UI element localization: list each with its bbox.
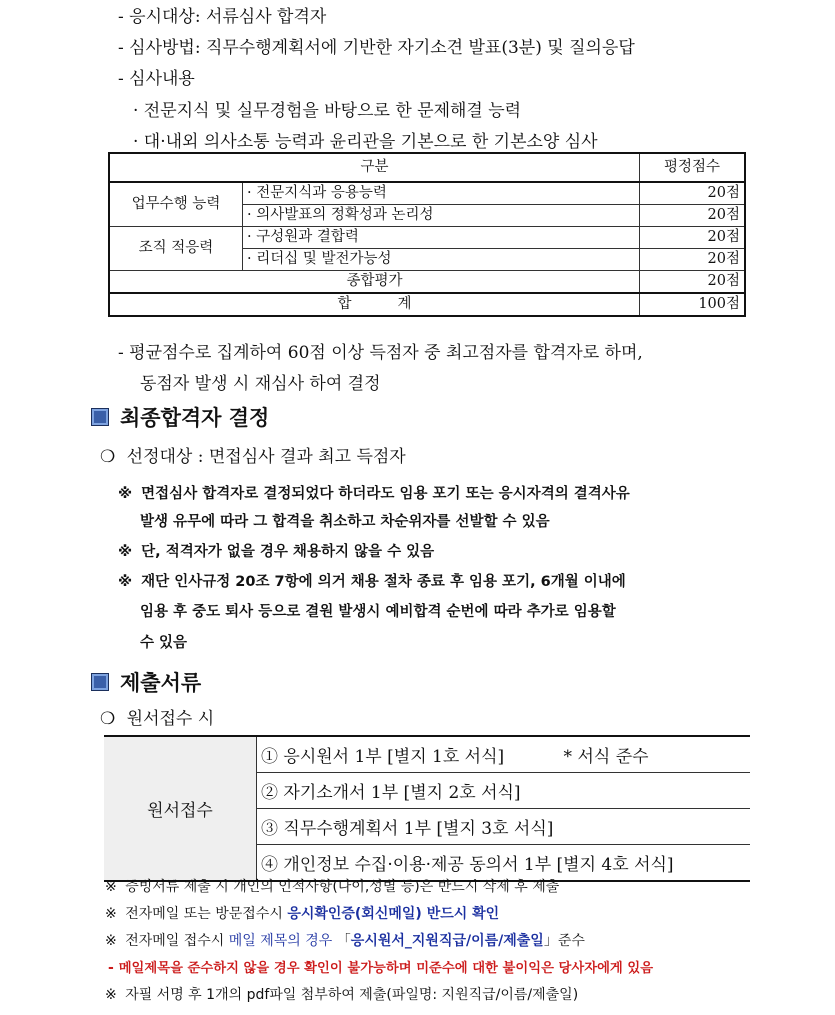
footer-note-5-text: 자필 서명 후 1개의 pdf파일 첨부하여 제출(파일명: 지원직급/이름/제출일)	[125, 987, 579, 1003]
reference-mark-icon: ※	[118, 574, 133, 590]
docs-section-title: 제출서류	[120, 671, 202, 695]
eval-overall-label: 종합평가	[109, 271, 640, 294]
eval-group-1: 업무수행 능력	[109, 182, 243, 227]
docs-bullet-text: 원서접수 시	[126, 709, 215, 729]
screening-sub2: · 대·내외 의사소통 능력과 윤리관을 기본으로 한 기본소양 심사	[133, 132, 598, 152]
documents-table	[104, 735, 750, 882]
docs-item	[257, 736, 751, 773]
screening-sub1: · 전문지식 및 실무경험을 바탕으로 한 문제해결 능력	[133, 101, 522, 121]
docs-bullet	[100, 704, 214, 729]
circle-bullet-icon: ❍	[100, 709, 116, 729]
eval-score: 20점	[640, 249, 746, 271]
footer-note-2-highlight: 응시확인증(회신메일) 반드시 확인	[287, 906, 500, 922]
docs-item1-note: * 서식 준수	[563, 747, 649, 767]
reference-mark-icon: ※	[105, 987, 117, 1003]
screening-content: - 심사내용	[118, 69, 195, 89]
footer-note-3	[105, 930, 585, 950]
screening-method: - 심사방법: 직무수행계획서에 기반한 자기소견 발표(3분) 및 질의응답	[118, 38, 635, 58]
final-note-3a-text: 재단 인사규정 20조 7항에 의거 채용 절차 종료 후 임용 포기, 6개월 이내에	[141, 574, 626, 590]
reference-mark-icon: ※	[105, 879, 117, 895]
final-note-2	[118, 540, 434, 561]
eval-header-score: 평정점수	[640, 153, 746, 182]
circle-bullet-icon: ❍	[100, 447, 116, 467]
eval-total-score: 100점	[640, 293, 746, 316]
footer-note-3-text: 전자메일 접수시	[125, 933, 229, 949]
eval-item: · 전문지식과 응용능력	[243, 182, 640, 205]
final-note-1a	[118, 482, 630, 503]
footer-note-1	[105, 876, 559, 896]
footer-note-1-text: 증빙서류 제출 시 개인의 인적사항(나이,성별 등)은 반드시 삭제 후 제출	[125, 879, 560, 895]
docs-item-text: ① 응시원서 1부 [별지 1호 서식]	[261, 747, 505, 767]
footer-note-3-highlight: 응시원서_지원직급/이름/제출일	[350, 933, 544, 949]
reference-mark-icon: ※	[105, 906, 117, 922]
footer-note-3-open: 「	[332, 933, 351, 949]
docs-item: ④ 개인정보 수집·이용·제공 동의서 1부 [별지 4호 서식]	[261, 855, 674, 875]
docs-item: ③ 직무수행계획서 1부 [별지 3호 서식]	[257, 809, 751, 845]
eval-score: 20점	[640, 182, 746, 205]
reference-mark-icon: ※	[105, 933, 117, 949]
eval-item: · 의사발표의 정확성과 논리성	[243, 205, 640, 227]
eval-total-label: 합 계	[109, 293, 640, 316]
docs-item: ② 자기소개서 1부 [별지 2호 서식]	[257, 773, 751, 809]
final-section-title: 최종합격자 결정	[120, 406, 270, 430]
eval-item: · 리더십 및 발전가능성	[243, 249, 640, 271]
final-note-3a	[118, 570, 626, 591]
average-note-1: - 평균점수로 집계하여 60점 이상 득점자 중 최고점자를 합격자로 하며,	[118, 343, 643, 363]
eval-group-2: 조직 적응력	[109, 227, 243, 271]
section-square-icon	[91, 408, 109, 426]
docs-label: 원서접수	[104, 736, 257, 881]
footer-note-2	[105, 903, 499, 923]
footer-note-3-close: 」준수	[543, 933, 585, 949]
footer-note-4-warning: 메일제목을 준수하지 않을 경우 확인이 불가능하며 미준수에 대한 불이익은 당사자에게 있음	[118, 961, 654, 976]
final-note-3c: 수 있음	[140, 635, 188, 651]
section-square-icon	[91, 673, 109, 691]
reference-mark-icon: ※	[118, 486, 133, 502]
footer-note-5	[105, 984, 578, 1004]
eval-score: 20점	[640, 205, 746, 227]
final-note-1a-text: 면접심사 합격자로 결정되었다 하더라도 임용 포기 또는 응시자격의 결격사유	[141, 486, 630, 502]
eval-header-category: 구분	[109, 153, 640, 182]
footer-note-4	[108, 957, 653, 976]
screening-target: - 응시대상: 서류심사 합격자	[118, 7, 327, 27]
final-note-2-text: 단, 적격자가 없을 경우 채용하지 않을 수 있음	[141, 544, 435, 560]
final-note-1b: 발생 유무에 따라 그 합격을 취소하고 차순위자를 선발할 수 있음	[140, 514, 550, 530]
final-bullet	[100, 442, 406, 467]
final-note-3b: 임용 후 중도 퇴사 등으로 결원 발생시 예비합격 순번에 따라 추가로 임용할	[140, 604, 616, 620]
footer-note-4-dash: -	[108, 960, 119, 976]
eval-item: · 구성원과 결합력	[243, 227, 640, 249]
footer-note-3-blue: 메일 제목의 경우	[228, 933, 333, 949]
evaluation-table	[108, 152, 746, 317]
footer-note-2-text: 전자메일 또는 방문접수시	[125, 906, 288, 922]
reference-mark-icon: ※	[118, 544, 133, 560]
eval-score: 20점	[640, 227, 746, 249]
final-bullet-text: 선정대상 : 면접심사 결과 최고 득점자	[126, 447, 406, 467]
average-note-2: 동점자 발생 시 재심사 하여 결정	[140, 374, 381, 394]
eval-overall-score: 20점	[640, 271, 746, 294]
